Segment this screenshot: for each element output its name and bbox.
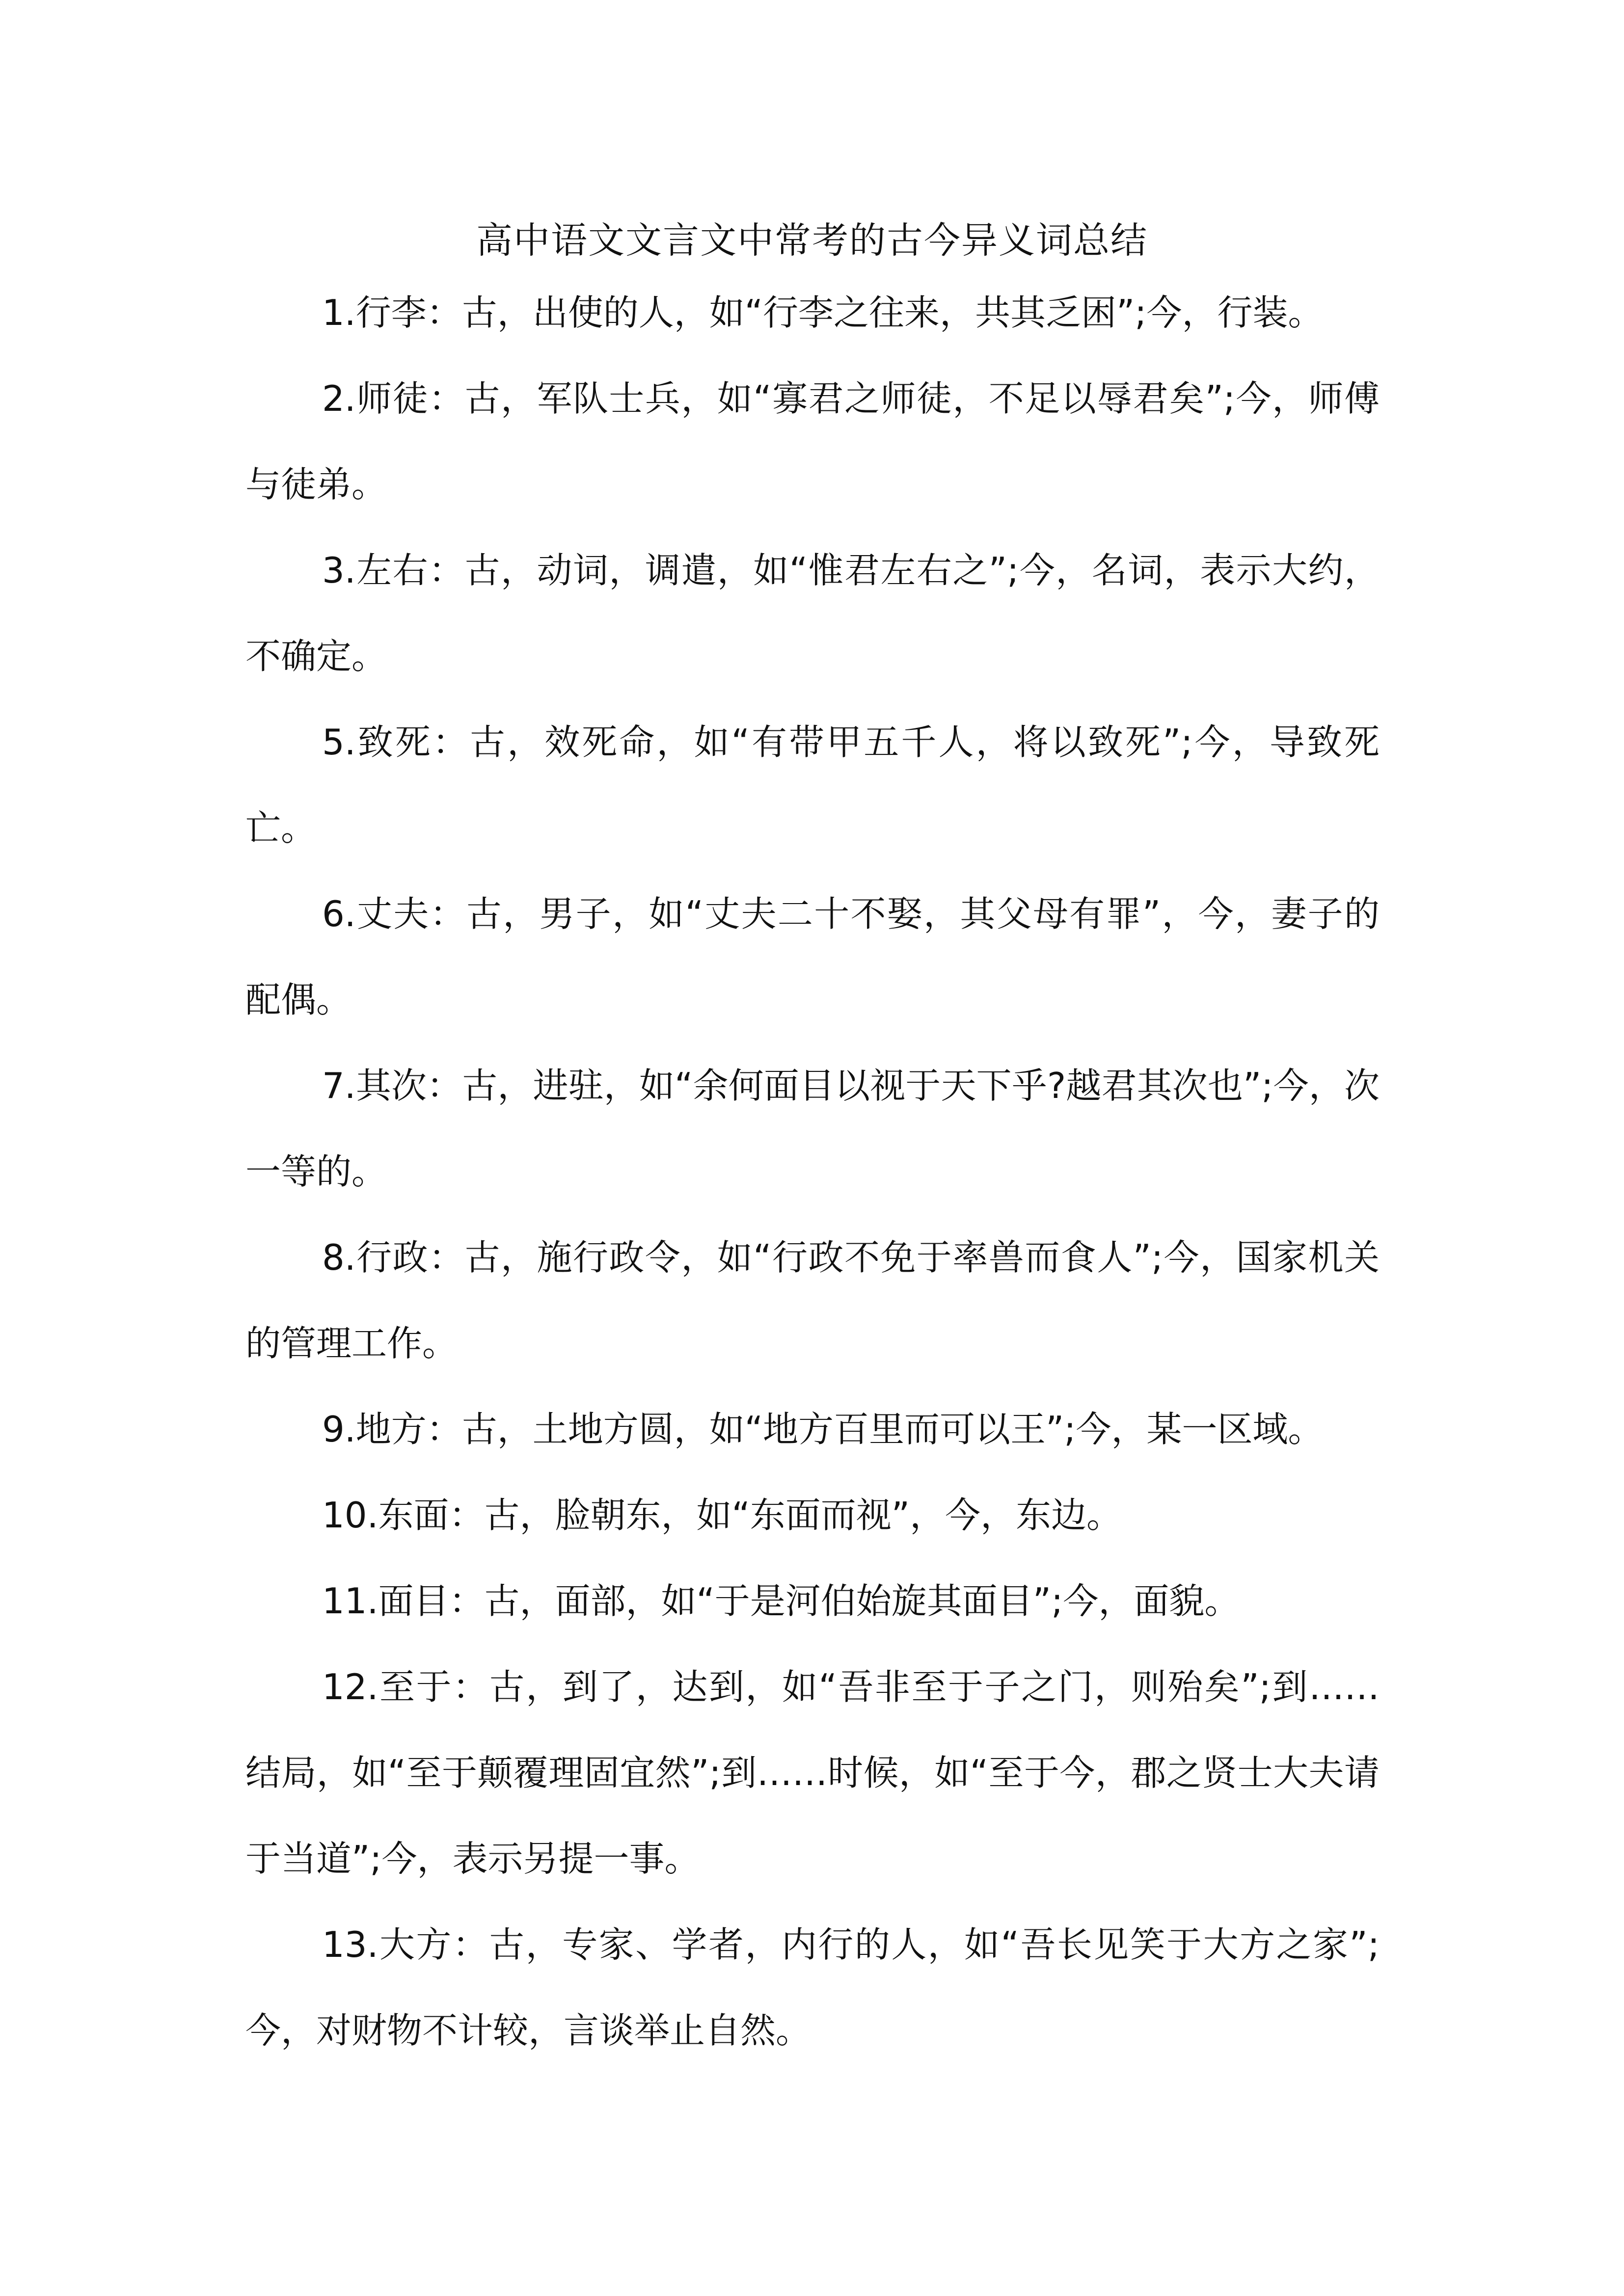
paragraph-3: 3.左右：古，动词，调遣，如“惟君左右之”;今，名词，表示大约，不确定。	[245, 550, 1380, 677]
paragraph-1: 1.行李：古，出使的人，如“行李之往来，共其乏困”;今，行装。	[322, 292, 1324, 333]
paragraph-8: 9.地方：古，土地方圆，如“地方百里而可以王”;今，某一区域。	[322, 1409, 1324, 1450]
paragraph-9: 10.东面：古，脸朝东，如“东面而视”，今，东边。	[322, 1495, 1122, 1536]
paragraph-5: 6.丈夫：古，男子，如“丈夫二十不娶，其父母有罪”，今，妻子的配偶。	[245, 893, 1380, 1020]
paragraph-4: 5.致死：古，效死命，如“有带甲五千人，将以致死”;今，导致死亡。	[245, 721, 1380, 849]
document-body	[245, 270, 1380, 2074]
document-title: 高中语文文言文中常考的古今异义词总结	[476, 219, 1148, 262]
paragraph-10: 11.面目：古，面部，如“于是河伯始旋其面目”;今，面貌。	[322, 1580, 1240, 1622]
paragraph-12: 13.大方：古，专家、学者，内行的人，如“吾长见笑于大方之家”;今，对财物不计较，言谈举止自然。	[245, 1924, 1380, 2051]
paragraph-6: 7.其次：古，进驻，如“余何面目以视于天下乎?越君其次也”;今，次一等的。	[245, 1065, 1380, 1192]
paragraph-2: 2.师徒：古，军队士兵，如“寡君之师徒，不足以辱君矣”;今，师傅与徒弟。	[245, 378, 1380, 505]
paragraph-11: 12.至于：古，到了，达到，如“吾非至于子之门，则殆矣”;到……结局，如“至于颠覆理固宜然”;到……时候，如“至于今，郡之贤士大夫请于当道”;今，表示另提一事。	[245, 1666, 1380, 1879]
paragraph-7: 8.行政：古，施行政令，如“行政不免于率兽而食人”;今，国家机关的管理工作。	[245, 1237, 1380, 1364]
